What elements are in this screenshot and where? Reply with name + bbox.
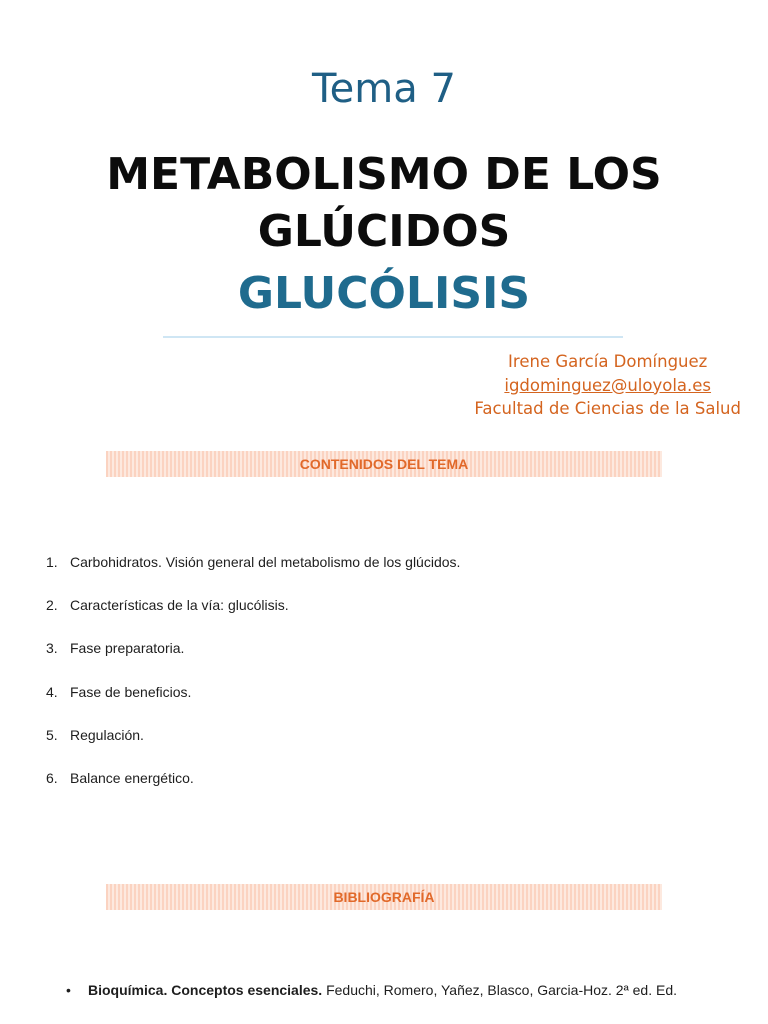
author-block bbox=[474, 350, 741, 421]
item-number: 4. bbox=[46, 683, 58, 700]
item-number: 1. bbox=[46, 554, 58, 570]
list-item bbox=[46, 554, 460, 597]
item-text: Carbohidratos. Visión general del metabolismo de los glúcidos. bbox=[70, 554, 461, 570]
contents-list bbox=[46, 554, 460, 813]
bibliography-item bbox=[66, 982, 677, 998]
item-text: Fase de beneficios. bbox=[70, 683, 192, 700]
list-item bbox=[46, 770, 460, 813]
list-item bbox=[46, 684, 460, 727]
book-title: Bioquímica. Conceptos esenciales. bbox=[88, 982, 323, 998]
item-text: Balance energético. bbox=[70, 769, 194, 786]
item-text: Fase preparatoria. bbox=[70, 640, 185, 657]
book-details: Feduchi, Romero, Yañez, Blasco, Garcia-Hoz. 2ª ed. Ed. bbox=[322, 982, 678, 998]
bullet-icon: • bbox=[66, 982, 71, 998]
item-number: 3. bbox=[46, 640, 58, 657]
item-text: Regulación. bbox=[70, 726, 144, 743]
topic-number: Tema 7 bbox=[312, 66, 456, 112]
document-title bbox=[0, 146, 768, 260]
list-item bbox=[46, 640, 460, 683]
item-number: 6. bbox=[46, 769, 58, 786]
item-number: 2. bbox=[46, 597, 58, 614]
title-line-1: METABOLISMO DE LOS bbox=[106, 149, 662, 200]
title-line-2: GLÚCIDOS bbox=[257, 206, 511, 257]
bibliography-list bbox=[66, 982, 677, 998]
list-item bbox=[46, 597, 460, 640]
list-item bbox=[46, 727, 460, 770]
contents-heading-banner: CONTENIDOS DEL TEMA bbox=[106, 451, 662, 477]
author-email-link[interactable]: igdominguez@uloyola.es bbox=[504, 375, 712, 395]
title-divider bbox=[163, 336, 623, 338]
bibliography-heading-banner: BIBLIOGRAFÍA bbox=[106, 884, 662, 910]
author-faculty: Facultad de Ciencias de la Salud bbox=[474, 399, 741, 418]
item-number: 5. bbox=[46, 726, 58, 743]
document-subtitle: GLUCÓLISIS bbox=[237, 268, 531, 319]
item-text: Características de la vía: glucólisis. bbox=[70, 597, 289, 614]
author-name: Irene García Domínguez bbox=[508, 352, 708, 371]
